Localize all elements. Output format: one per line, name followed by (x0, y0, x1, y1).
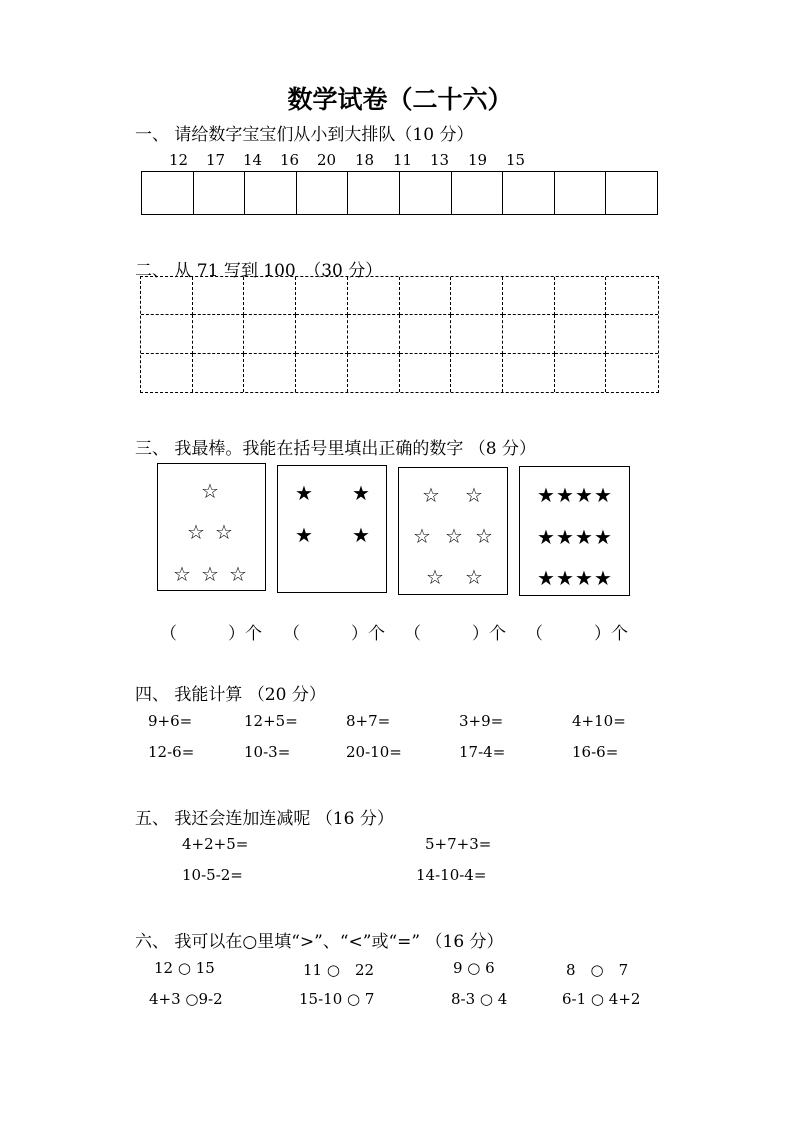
writing-cell[interactable] (348, 354, 400, 392)
writing-cell[interactable] (244, 277, 296, 315)
filled-star-icon: ★ (556, 566, 574, 590)
open-star-icon: ☆ (215, 520, 233, 544)
filled-star-icon: ★ (556, 525, 574, 549)
compare-problem: 11 ○ 22 (303, 961, 375, 979)
calc-problem: 4+10= (572, 712, 626, 730)
open-star-icon: ☆ (426, 565, 444, 589)
calc-problem: 3+9= (459, 712, 504, 730)
section2-heading: 二、 从 71 写到 100 （30 分） (135, 261, 383, 281)
compare-problem: 4+3 ○9-2 (149, 990, 223, 1008)
filled-star-icon: ★ (352, 523, 370, 547)
writing-cell[interactable] (193, 315, 245, 353)
filled-star-icon: ★ (295, 523, 313, 547)
writing-cell[interactable] (400, 277, 452, 315)
open-star-icon: ☆ (475, 524, 493, 548)
writing-cell[interactable] (296, 354, 348, 392)
answer-cell[interactable] (297, 172, 349, 214)
answer-cell[interactable] (452, 172, 504, 214)
star-box-1 (157, 463, 266, 591)
filled-star-icon: ★ (575, 483, 593, 507)
answer-cell[interactable] (400, 172, 452, 214)
compare-problem: 8 ○ 7 (566, 961, 629, 979)
star-box-3 (398, 467, 508, 595)
sequence-number: 17 (206, 151, 226, 169)
sequence-number: 19 (468, 151, 488, 169)
open-star-icon: ☆ (173, 562, 191, 586)
writing-cell[interactable] (296, 315, 348, 353)
filled-star-icon: ★ (594, 525, 612, 549)
count-answer-blank[interactable]: （ ）个 (526, 624, 628, 644)
answer-cell[interactable] (142, 172, 194, 214)
section4-heading: 四、 我能计算 （20 分） (135, 685, 326, 705)
section3-heading: 三、 我最棒。我能在括号里填出正确的数字 （8 分） (135, 439, 537, 459)
star-box-2 (277, 465, 387, 593)
calc-problem: 17-4= (459, 743, 506, 761)
answer-cell[interactable] (555, 172, 607, 214)
writing-cell[interactable] (555, 315, 607, 353)
answer-cell[interactable] (606, 172, 657, 214)
open-star-icon: ☆ (422, 483, 440, 507)
sequence-number: 15 (506, 151, 526, 169)
sequence-number: 14 (243, 151, 263, 169)
writing-cell[interactable] (503, 354, 555, 392)
open-star-icon: ☆ (229, 562, 247, 586)
answer-cell[interactable] (245, 172, 297, 214)
filled-star-icon: ★ (537, 566, 555, 590)
writing-dashed-grid (140, 276, 659, 393)
calc-problem: 12+5= (244, 712, 298, 730)
writing-cell[interactable] (141, 315, 193, 353)
writing-cell[interactable] (400, 315, 452, 353)
calc-problem: 9+6= (148, 712, 193, 730)
open-star-icon: ☆ (445, 524, 463, 548)
writing-cell[interactable] (193, 277, 245, 315)
writing-cell[interactable] (348, 315, 400, 353)
writing-cell[interactable] (451, 354, 503, 392)
page-title: 数学试卷（二十六） (287, 85, 513, 114)
calc-problem: 5+7+3= (425, 835, 492, 853)
writing-cell[interactable] (244, 354, 296, 392)
writing-cell[interactable] (503, 315, 555, 353)
open-star-icon: ☆ (413, 524, 431, 548)
count-answer-blank[interactable]: （ ）个 (283, 624, 385, 644)
writing-cell[interactable] (555, 277, 607, 315)
count-answer-blank[interactable]: （ ）个 (160, 624, 262, 644)
filled-star-icon: ★ (352, 481, 370, 505)
open-star-icon: ☆ (201, 479, 219, 503)
writing-cell[interactable] (606, 354, 658, 392)
sequence-number: 16 (280, 151, 300, 169)
calc-problem: 10-5-2= (182, 866, 243, 884)
open-star-icon: ☆ (187, 520, 205, 544)
calc-problem: 20-10= (346, 743, 402, 761)
filled-star-icon: ★ (537, 483, 555, 507)
sequence-number: 11 (393, 151, 413, 169)
filled-star-icon: ★ (594, 483, 612, 507)
writing-cell[interactable] (400, 354, 452, 392)
writing-cell[interactable] (193, 354, 245, 392)
compare-problem: 6-1 ○ 4+2 (562, 990, 641, 1008)
open-star-icon: ☆ (465, 565, 483, 589)
sequence-number: 18 (355, 151, 375, 169)
answer-cell[interactable] (503, 172, 555, 214)
calc-problem: 14-10-4= (416, 866, 487, 884)
filled-star-icon: ★ (556, 483, 574, 507)
filled-star-icon: ★ (537, 525, 555, 549)
star-box-4 (519, 466, 630, 596)
writing-cell[interactable] (348, 277, 400, 315)
compare-problem: 9 ○ 6 (453, 959, 495, 977)
writing-cell[interactable] (451, 277, 503, 315)
calc-problem: 12-6= (148, 743, 195, 761)
calc-problem: 8+7= (346, 712, 391, 730)
writing-cell[interactable] (244, 315, 296, 353)
section1-heading: 一、 请给数字宝宝们从小到大排队（10 分） (135, 125, 474, 145)
writing-cell[interactable] (606, 315, 658, 353)
writing-cell[interactable] (296, 277, 348, 315)
writing-cell[interactable] (606, 277, 658, 315)
compare-problem: 8-3 ○ 4 (451, 990, 508, 1008)
filled-star-icon: ★ (575, 525, 593, 549)
section6-heading: 六、 我可以在○里填“>”、“<”或“=” （16 分） (135, 932, 504, 952)
writing-cell[interactable] (555, 354, 607, 392)
section5-heading: 五、 我还会连加连减呢 （16 分） (135, 809, 394, 829)
compare-problem: 15-10 ○ 7 (299, 990, 375, 1008)
filled-star-icon: ★ (594, 566, 612, 590)
writing-cell[interactable] (141, 277, 193, 315)
filled-star-icon: ★ (295, 481, 313, 505)
answer-cell[interactable] (348, 172, 400, 214)
writing-cell[interactable] (503, 277, 555, 315)
filled-star-icon: ★ (575, 566, 593, 590)
sequence-number: 12 (169, 151, 189, 169)
writing-cell[interactable] (451, 315, 503, 353)
calc-problem: 10-3= (244, 743, 291, 761)
calc-problem: 4+2+5= (182, 835, 249, 853)
calc-problem: 16-6= (572, 743, 619, 761)
sequence-number: 20 (317, 151, 337, 169)
writing-cell[interactable] (141, 354, 193, 392)
count-answer-blank[interactable]: （ ）个 (404, 624, 506, 644)
open-star-icon: ☆ (465, 483, 483, 507)
ordering-answer-grid (141, 171, 658, 215)
open-star-icon: ☆ (201, 562, 219, 586)
sequence-number: 13 (430, 151, 450, 169)
compare-problem: 12 ○ 15 (154, 959, 215, 977)
answer-cell[interactable] (194, 172, 246, 214)
